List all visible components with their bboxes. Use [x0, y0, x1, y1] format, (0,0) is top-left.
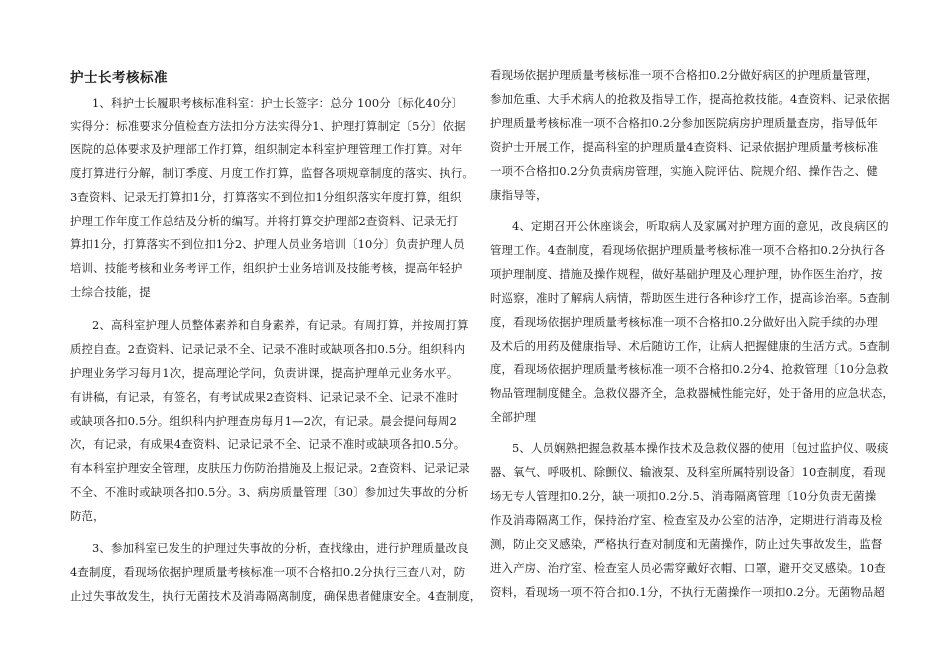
text-line: 质控自查。2查资料、记录记录不全、记录不准时或缺项各扣0.5分。组织科内	[70, 342, 466, 356]
text-line: 参加危重、大手术病人的抢救及指导工作，提高抢救技能。4查资料、记录依据	[490, 92, 890, 106]
text-line: 止过失事故发生，执行无菌技术及消毒隔离制度，确保患者健康安全。4查制度，	[70, 589, 482, 603]
text-line: 护理工作年度工作总结及分析的编写。并将打算交护理部2查资料、记录无打	[70, 214, 459, 228]
text-line: 资护士开展工作，提高科室的护理质量4查资料、记录依据护理质量考核标准	[490, 140, 879, 154]
text-line: 及术后的用药及健康指导、术后随访工作，让病人把握健康的生活方式。5查制	[490, 339, 890, 353]
text-line: 次，有记录，有成果4查资料、记录记录不全、记录不准时或缺项各扣0.5分。	[70, 437, 466, 451]
text-line: 士综合技能，提	[70, 285, 151, 299]
text-line: 看现场依据护理质量考核标准一项不合格扣0.2分做好病区的护理质量管理，	[490, 68, 878, 82]
text-line: 度，看现场依据护理质量考核标准一项不合格扣0.2分做好出入院手续的办理	[490, 315, 878, 329]
text-line: 3、参加科室已发生的护理过失事故的分析，查找缘由，进行护理质量改良	[92, 541, 469, 555]
text-line: 资料，看现场一项不符合扣0.1分，不执行无菌操作一项扣0.2分。无菌物品超	[490, 585, 885, 599]
text-line: 4、定期召开公休座谈会，听取病人及家属对护理方面的意见，改良病区的	[512, 219, 889, 233]
text-line: 有本科室护理安全管理，皮肤压力伤防治措施及上报记录。2查资料、记录记录	[70, 461, 470, 475]
text-line: 场无专人管理扣0.2分，缺一项扣0.2分.5、消毒隔离管理〔10分负责无菌操	[490, 489, 877, 503]
text-line: 3查资料、记录无打算扣1分，打算落实不到位扣1分组织落实年度打算，组织	[70, 190, 462, 204]
text-line: 项护理制度、措施及操作规程，做好基础护理及心理护理，协作医生治疗，按	[490, 267, 883, 281]
text-line: 度，看现场依据护理质量考核标准一项不合格扣0.2分4、抢救管理〔10分急救	[490, 362, 889, 376]
text-line: 2、高科室护理人员整体素养和自身素养，有记录。有周打算，并按周打算	[92, 318, 469, 332]
text-line: 护理质量考核标准一项不合格扣0.2分参加医院病房护理质量查房，指导低年	[490, 116, 878, 130]
text-line: 器、氧气、呼吸机、除颤仪、输液泵、及科室所属特别设备〕10查制度，看现	[490, 465, 886, 479]
text-line: 实得分：标准要求分值检查方法扣分方法实得分1、护理打算制定〔5分〕依据	[70, 119, 466, 133]
document-title: 护士长考核标准	[70, 70, 168, 86]
text-line: 有讲稿，有记录，有签名，有考试成果2查资料、记录记录不全、记录不准时	[70, 390, 459, 404]
text-line: 时巡察，准时了解病人病情，帮助医生进行各种诊疗工作，提高诊治率。5查制	[490, 291, 890, 305]
text-line: 不全、不准时或缺项各扣0.5分。3、病房质量管理〔30〕参加过失事故的分析	[70, 485, 469, 499]
text-line: 防范，	[70, 509, 105, 523]
text-line: 管理工作。4查制度，看现场依据护理质量考核标准一项不合格扣0.2分执行各	[490, 243, 886, 257]
text-line: 度打算进行分解，制订季度、月度工作打算，监督各项规章制度的落实、执行。	[70, 166, 474, 180]
text-line: 医院的总体要求及护理部工作打算，组织制定本科室护理管理工作打算。对年	[70, 142, 463, 156]
text-line: 1、科护士长履职考核标准科室：护士长签字：总分 100分〔标化40分〕	[92, 96, 464, 110]
text-line: 5、人员娴熟把握急救基本操作技术及急救仪器的使用〔包过监护仪、吸痰	[512, 441, 889, 455]
text-line: 作及消毒隔离工作，保持治疗室、检查室及办公室的洁净，定期进行消毒及检	[490, 513, 883, 527]
text-line: 4查制度，看现场依据护理质量考核标准一项不合格扣0.2分执行三查八对，防	[70, 565, 466, 579]
text-line: 物品管理制度健全。急救仪器齐全，急救器械性能完好，处于备用的应急状态，	[490, 386, 894, 400]
text-line: 测，防止交叉感染，严格执行查对制度和无菌操作，防止过失事故发生，监督	[490, 537, 883, 551]
text-line: 全部护理	[490, 410, 537, 424]
text-line: 康指导等，	[490, 188, 548, 202]
text-line: 一项不合格扣0.2分负责病房管理，实施入院评估、院规介绍、操作告之、健	[490, 164, 878, 178]
text-line: 进入产房、治疗室、检查室人员必需穿戴好衣帽、口罩，避开交叉感染。10查	[490, 561, 886, 575]
text-line: 培训、技能考核和业务考评工作，组织护士业务培训及技能考核，提高年轻护	[70, 261, 463, 275]
text-line: 或缺项各扣0.5分。组织科内护理查房每月1—2次，有记录。晨会提问每周2	[70, 414, 457, 428]
text-line: 护理业务学习每月1次，提高理论学问，负责讲课，提高护理单元业务水平。	[70, 366, 459, 380]
text-line: 算扣1分，打算落实不到位扣1分2、护理人员业务培训〔10分〕负责护理人员	[70, 237, 465, 251]
